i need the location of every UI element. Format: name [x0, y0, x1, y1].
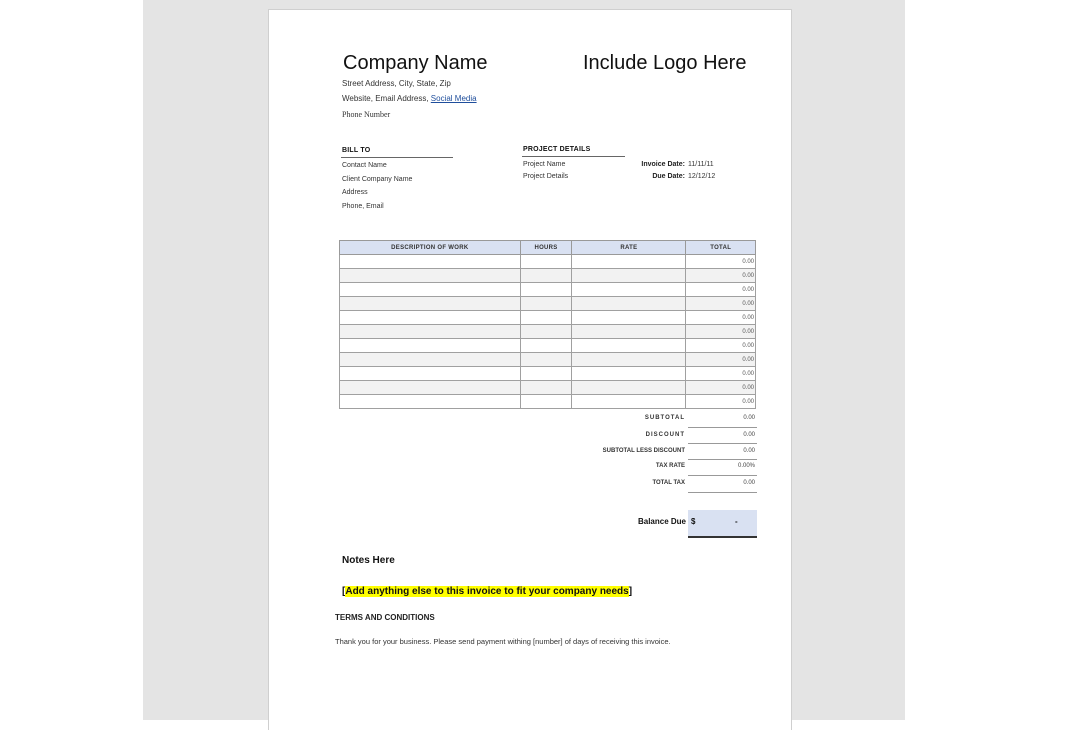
table-row: [340, 395, 756, 409]
bill-to-heading: BILL TO: [342, 147, 371, 154]
total-cell: 0.00: [686, 381, 756, 395]
description-cell[interactable]: [340, 325, 521, 339]
hours-cell[interactable]: [520, 269, 572, 283]
total-tax-underline: [688, 492, 757, 493]
table-row: [340, 367, 756, 381]
website-email-line: [342, 94, 477, 103]
hours-cell[interactable]: [520, 367, 572, 381]
notes-highlight-text: Add anything else to this invoice to fit your company needs: [345, 586, 629, 597]
terms-heading: TERMS AND CONDITIONS: [335, 613, 435, 622]
balance-due-label: Balance Due: [637, 517, 686, 526]
subtotal-label: SUBTOTAL: [644, 415, 685, 421]
bill-to-divider: [341, 157, 453, 158]
rate-cell[interactable]: [572, 325, 686, 339]
description-cell[interactable]: [340, 297, 521, 311]
project-name: Project Name: [523, 161, 566, 168]
less-discount-underline: [688, 459, 757, 460]
discount-label: DISCOUNT: [645, 432, 685, 438]
tax-rate-label: TAX RATE: [655, 463, 685, 469]
column-rate: RATE: [572, 241, 686, 255]
total-cell: 0.00: [686, 283, 756, 297]
bill-to-address: Address: [342, 189, 368, 196]
rate-cell[interactable]: [572, 269, 686, 283]
invoice-date-value: 11/11/11: [688, 161, 714, 168]
hours-cell[interactable]: [520, 297, 572, 311]
invoice-date-label: Invoice Date:: [641, 161, 685, 168]
description-cell[interactable]: [340, 283, 521, 297]
social-media-link[interactable]: Social Media: [430, 94, 477, 103]
table-header-row: [340, 241, 756, 255]
subtotal-underline: [688, 427, 757, 428]
bill-to-contact: Contact Name: [342, 162, 387, 169]
discount-underline: [688, 443, 757, 444]
column-hours: HOURS: [520, 241, 572, 255]
table-row: [340, 339, 756, 353]
description-cell[interactable]: [340, 255, 521, 269]
rate-cell[interactable]: [572, 339, 686, 353]
balance-due-box: [688, 510, 757, 538]
total-cell: 0.00: [686, 297, 756, 311]
terms-text: Thank you for your business. Please send payment withing [number] of days of receiving this invoice.: [335, 637, 671, 646]
phone-number: Phone Number: [342, 110, 391, 119]
website-email-text: Website, Email Address,: [342, 94, 431, 103]
description-cell[interactable]: [340, 339, 521, 353]
rate-cell[interactable]: [572, 381, 686, 395]
description-cell[interactable]: [340, 353, 521, 367]
tax-rate-value[interactable]: 0.00%: [737, 463, 755, 469]
subtotal-value: 0.00: [743, 415, 755, 421]
total-cell: 0.00: [686, 395, 756, 409]
table-row: [340, 255, 756, 269]
hours-cell[interactable]: [520, 325, 572, 339]
column-description: DESCRIPTION OF WORK: [340, 241, 521, 255]
logo-placeholder: Include Logo Here: [583, 52, 747, 74]
table-row: [340, 381, 756, 395]
description-cell[interactable]: [340, 367, 521, 381]
tax-rate-underline: [688, 475, 757, 476]
rate-cell[interactable]: [572, 283, 686, 297]
table-row: [340, 325, 756, 339]
rate-cell[interactable]: [572, 311, 686, 325]
subtotal-less-discount-label: SUBTOTAL LESS DISCOUNT: [602, 448, 685, 454]
column-total: TOTAL: [686, 241, 756, 255]
description-cell[interactable]: [340, 269, 521, 283]
total-cell: 0.00: [686, 255, 756, 269]
hours-cell[interactable]: [520, 283, 572, 297]
line-items-table: [339, 240, 756, 409]
table-row: [340, 269, 756, 283]
total-tax-label: TOTAL TAX: [652, 480, 685, 486]
hours-cell[interactable]: [520, 395, 572, 409]
total-cell: 0.00: [686, 353, 756, 367]
street-address: Street Address, City, State, Zip: [342, 79, 451, 88]
hours-cell[interactable]: [520, 311, 572, 325]
hours-cell[interactable]: [520, 381, 572, 395]
table-row: [340, 283, 756, 297]
table-row: [340, 297, 756, 311]
rate-cell[interactable]: [572, 353, 686, 367]
rate-cell[interactable]: [572, 297, 686, 311]
rate-cell[interactable]: [572, 255, 686, 269]
notes-highlight: [Add anything else to this invoice to fit your company needs]: [342, 586, 633, 597]
due-date-value: 12/12/12: [688, 173, 716, 180]
table-row: [340, 311, 756, 325]
hours-cell[interactable]: [520, 339, 572, 353]
project-details-heading: PROJECT DETAILS: [523, 146, 591, 153]
table-row: [340, 353, 756, 367]
project-details-divider: [522, 156, 625, 157]
total-cell: 0.00: [686, 311, 756, 325]
company-name: Company Name: [343, 52, 488, 74]
bill-to-phone-email: Phone, Email: [342, 203, 384, 210]
total-cell: 0.00: [686, 325, 756, 339]
discount-value[interactable]: 0.00: [743, 432, 755, 438]
total-cell: 0.00: [686, 269, 756, 283]
currency-symbol: $: [691, 517, 696, 526]
notes-heading: Notes Here: [342, 555, 395, 566]
total-tax-value: 0.00: [743, 480, 755, 486]
description-cell[interactable]: [340, 311, 521, 325]
hours-cell[interactable]: [520, 353, 572, 367]
description-cell[interactable]: [340, 381, 521, 395]
bill-to-company: Client Company Name: [342, 176, 413, 183]
total-cell: 0.00: [686, 339, 756, 353]
balance-due-value: -: [735, 517, 738, 526]
rate-cell[interactable]: [572, 395, 686, 409]
rate-cell[interactable]: [572, 367, 686, 381]
due-date-label: Due Date:: [652, 173, 685, 180]
project-details: Project Details: [523, 173, 569, 180]
hours-cell[interactable]: [520, 255, 572, 269]
total-cell: 0.00: [686, 367, 756, 381]
subtotal-less-discount-value: 0.00: [743, 448, 755, 454]
description-cell[interactable]: [340, 395, 521, 409]
